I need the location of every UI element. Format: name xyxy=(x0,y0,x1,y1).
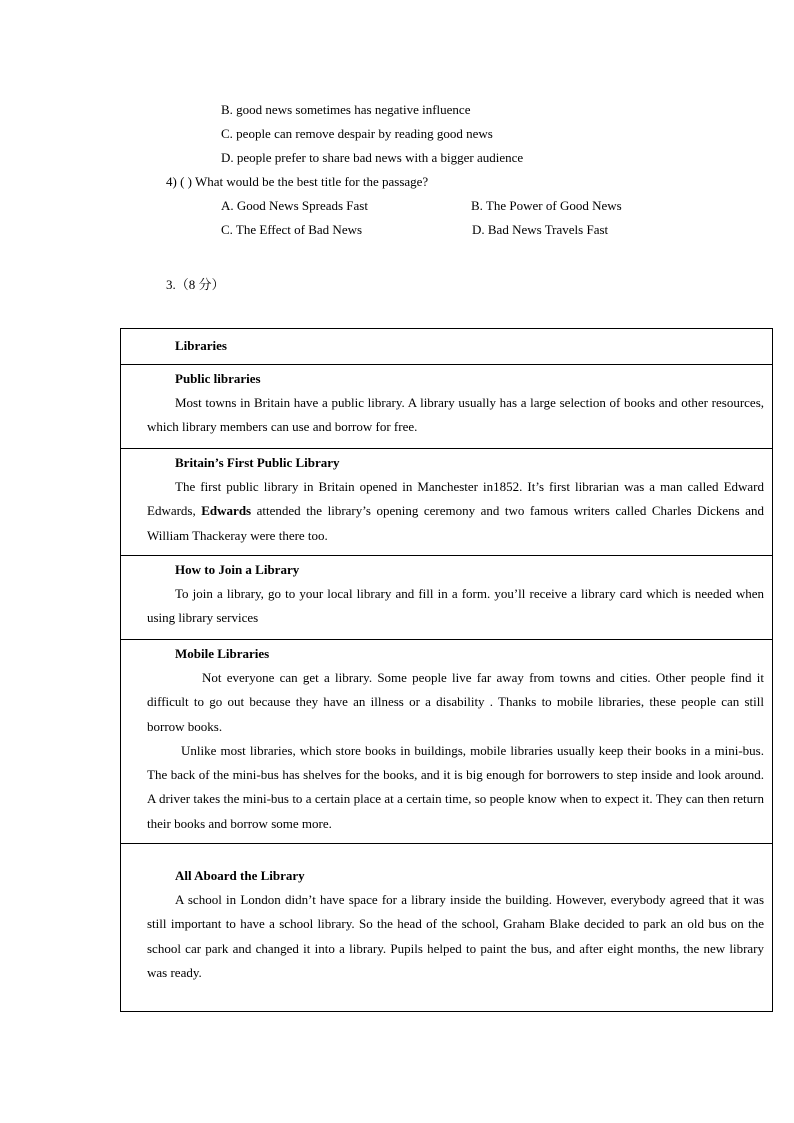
table-row-first-library xyxy=(121,448,772,555)
q4-stem: 4) ( ) What would be the best title for the passage? xyxy=(166,174,429,189)
q3-option-c: C. people can remove despair by reading good news xyxy=(221,126,493,141)
table-row-public xyxy=(121,364,772,448)
join-text: To join a library, go to your local library and fill in a form. you’ll receive a library card which is needed when using library services xyxy=(147,586,764,626)
mobile-text-1: Not everyone can get a library. Some people live far away from towns and cities. Other people find it difficult to go out because they have an illness or a disability . Thanks to mobile libraries, these people can still borrow books. xyxy=(147,670,764,734)
q4-option-d: D. Bad News Travels Fast xyxy=(472,222,609,237)
mobile-heading: Mobile Libraries xyxy=(175,646,270,661)
first-library-text xyxy=(147,475,764,548)
table-row-join xyxy=(121,555,772,639)
table-row-aboard xyxy=(121,843,772,1011)
aboard-text: A school in London didn’t have space for a library inside the building. However, everybody agreed that it was still important to have a school library. So the head of the school, Graham Blake decided to park an old bus on the school car park and changed it into a library. Pupils helped to paint the bus, and after eight months, the new library was ready. xyxy=(147,892,764,980)
mobile-text-2: Unlike most libraries, which store books in buildings, mobile libraries usually keep their books in a mini-bus. The back of the mini-bus has shelves for the books, and it is big enough for borrowers to step inside and look around. A driver takes the mini-bus to a certain place at a certain time, so people know when to expect it. They can then return their books and borrow some more. xyxy=(147,742,764,831)
table-row-title xyxy=(121,329,772,364)
q3-option-b: B. good news sometimes has negative influence xyxy=(221,102,471,117)
table-title: Libraries xyxy=(175,338,227,353)
q3-option-d: D. people prefer to share bad news with a bigger audience xyxy=(221,150,524,165)
public-heading: Public libraries xyxy=(175,371,261,386)
aboard-heading: All Aboard the Library xyxy=(175,868,305,883)
join-heading: How to Join a Library xyxy=(175,562,300,577)
first-library-text-a: The first public library in Britain opened in Manchester in1852. It’s first librarian was a man called Edward Edwards, xyxy=(147,479,764,519)
q4-option-b: B. The Power of Good News xyxy=(471,198,622,213)
first-library-text-b: attended the library’s opening ceremony and two famous writers called Charles Dickens and William Thackeray were there too. xyxy=(147,503,764,543)
table-row-mobile xyxy=(121,639,772,843)
first-library-heading: Britain’s First Public Library xyxy=(175,455,340,470)
section-number: 3.（8 分） xyxy=(166,277,225,292)
first-library-bold: Edwards xyxy=(201,503,252,519)
libraries-table xyxy=(120,328,773,1012)
public-text: Most towns in Britain have a public library. A library usually has a large selection of books and other resources, which library members can use and borrow for free. xyxy=(147,395,764,435)
q4-option-a: A. Good News Spreads Fast xyxy=(221,198,368,213)
q4-option-c: C. The Effect of Bad News xyxy=(221,222,363,237)
